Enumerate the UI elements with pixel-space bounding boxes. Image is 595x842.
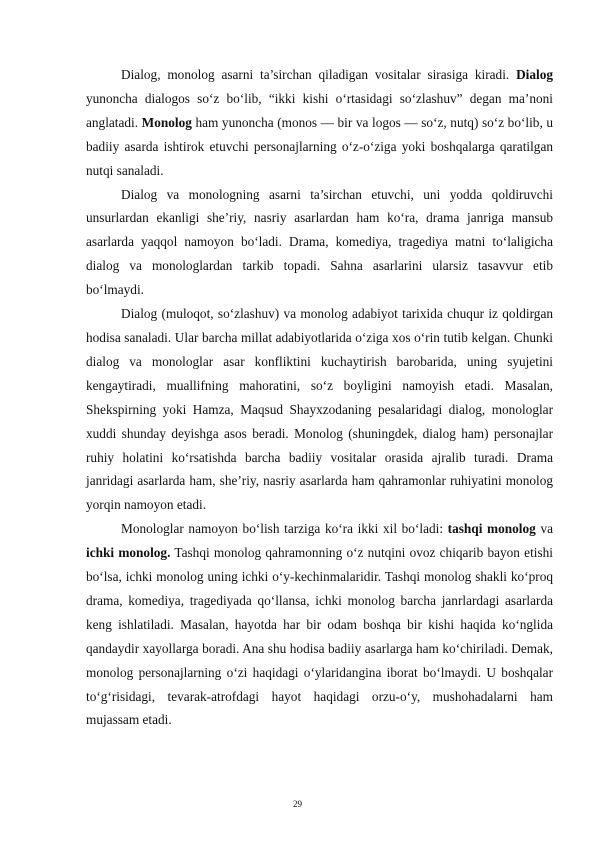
term-dialog: Dialog	[516, 67, 553, 82]
paragraph-literary-history	[86, 302, 553, 517]
paragraph-drama-genre	[86, 183, 553, 303]
page-number: 29	[293, 799, 302, 809]
text-run: va	[535, 521, 553, 537]
paragraph-monolog-types	[86, 517, 553, 732]
text-run: Dialog va monologning asarni ta’sirchan etuvchi, uni yodda qoldiruvchi unsurlardan ekanligi she’riy, nasriy asarlardan ham ko‘ra, drama janriga mansub asarlarda yaqqol namoyon bo‘ladi. Drama, komediya, tragediya matni to‘laligicha dialog va monologlardan tarkib topadi. Sahna asarlarini ularsiz tasavvur etib bo‘lmaydi.	[86, 186, 553, 298]
text-run: Tashqi monolog qahramonning o‘z nutqini ovoz chiqarib bayon etishi bo‘lsa, ichki monolog uning ichki o‘y-kechinmalaridir. Tashqi monolog shakli ko‘proq drama, komediya, tragediyada qo‘llansa, ichki monolog barcha janrlardagi asarlarda keng ishlatiladi. Masalan, hayotda har bir odam boshqa bir kishi haqida ko‘nglida qandaydir xayollarga boradi. Ana shu hodisa badiiy asarlarga ham ko‘chiriladi. Demak, monolog personajlarning o‘zi haqidagi o‘ylaridangina iborat bo‘lmaydi. U boshqalar to‘g‘risidagi, tevarak-atrofdagi hayot haqidagi orzu-o‘y, mushohadalarni ham mujassam etadi.	[86, 545, 553, 728]
text-run: yunoncha dialogos so‘z bo‘lib, “ikki kishi o‘rtasidagi so‘zlashuv” degan ma’noni anglatadi.	[86, 90, 553, 130]
term-internal-monolog: ichki monolog.	[86, 545, 171, 561]
term-external-monolog: tashqi monolog	[447, 521, 536, 537]
text-run: ham yunoncha (monos — bir va logos — so‘z, nutq) so‘z bo‘lib, u badiiy asarda ishtirok etuvchi personajlarning o‘z-o‘ziga yoki boshqalarga qaratilgan nutqi sanaladi.	[86, 114, 553, 178]
paragraph-dialog-monolog-definition	[86, 63, 553, 183]
text-run: Monologlar namoyon bo‘lish tarziga ko‘ra ikki xil bo‘ladi:	[121, 521, 448, 537]
text-run: Dialog (muloqot, so‘zlashuv) va monolog adabiyot tarixida chuqur iz qoldirgan hodisa sanaladi. Ular barcha millat adabiyotlarida o‘ziga xos o‘rin tutib kelgan. Chunki dialog va monologlar asar konfliktini kuchaytirish barobarida, uning syujetini kengaytiradi, muallifning mahoratini, so‘z boyligini namoyish etadi. Masalan, Shekspirning yoki Hamza, Maqsud Shayxzodaning pesalaridagi dialog, monologlar xuddi shunday deyishga asos beradi. Monolog (shuningdek, dialog ham) personajlar ruhiy holatini ko‘rsatishda barcha badiiy vositalar orasida ajralib turadi. Drama janridagi asarlarda ham, she’riy, nasriy asarlarda ham qahramonlar ruhiyatini monolog yorqin namoyon etadi.	[86, 306, 553, 513]
term-monolog: Monolog	[141, 114, 192, 130]
body-text	[86, 63, 553, 732]
text-run: Dialog, monolog asarni ta’sirchan qiladigan vositalar sirasiga kiradi.	[121, 67, 517, 82]
